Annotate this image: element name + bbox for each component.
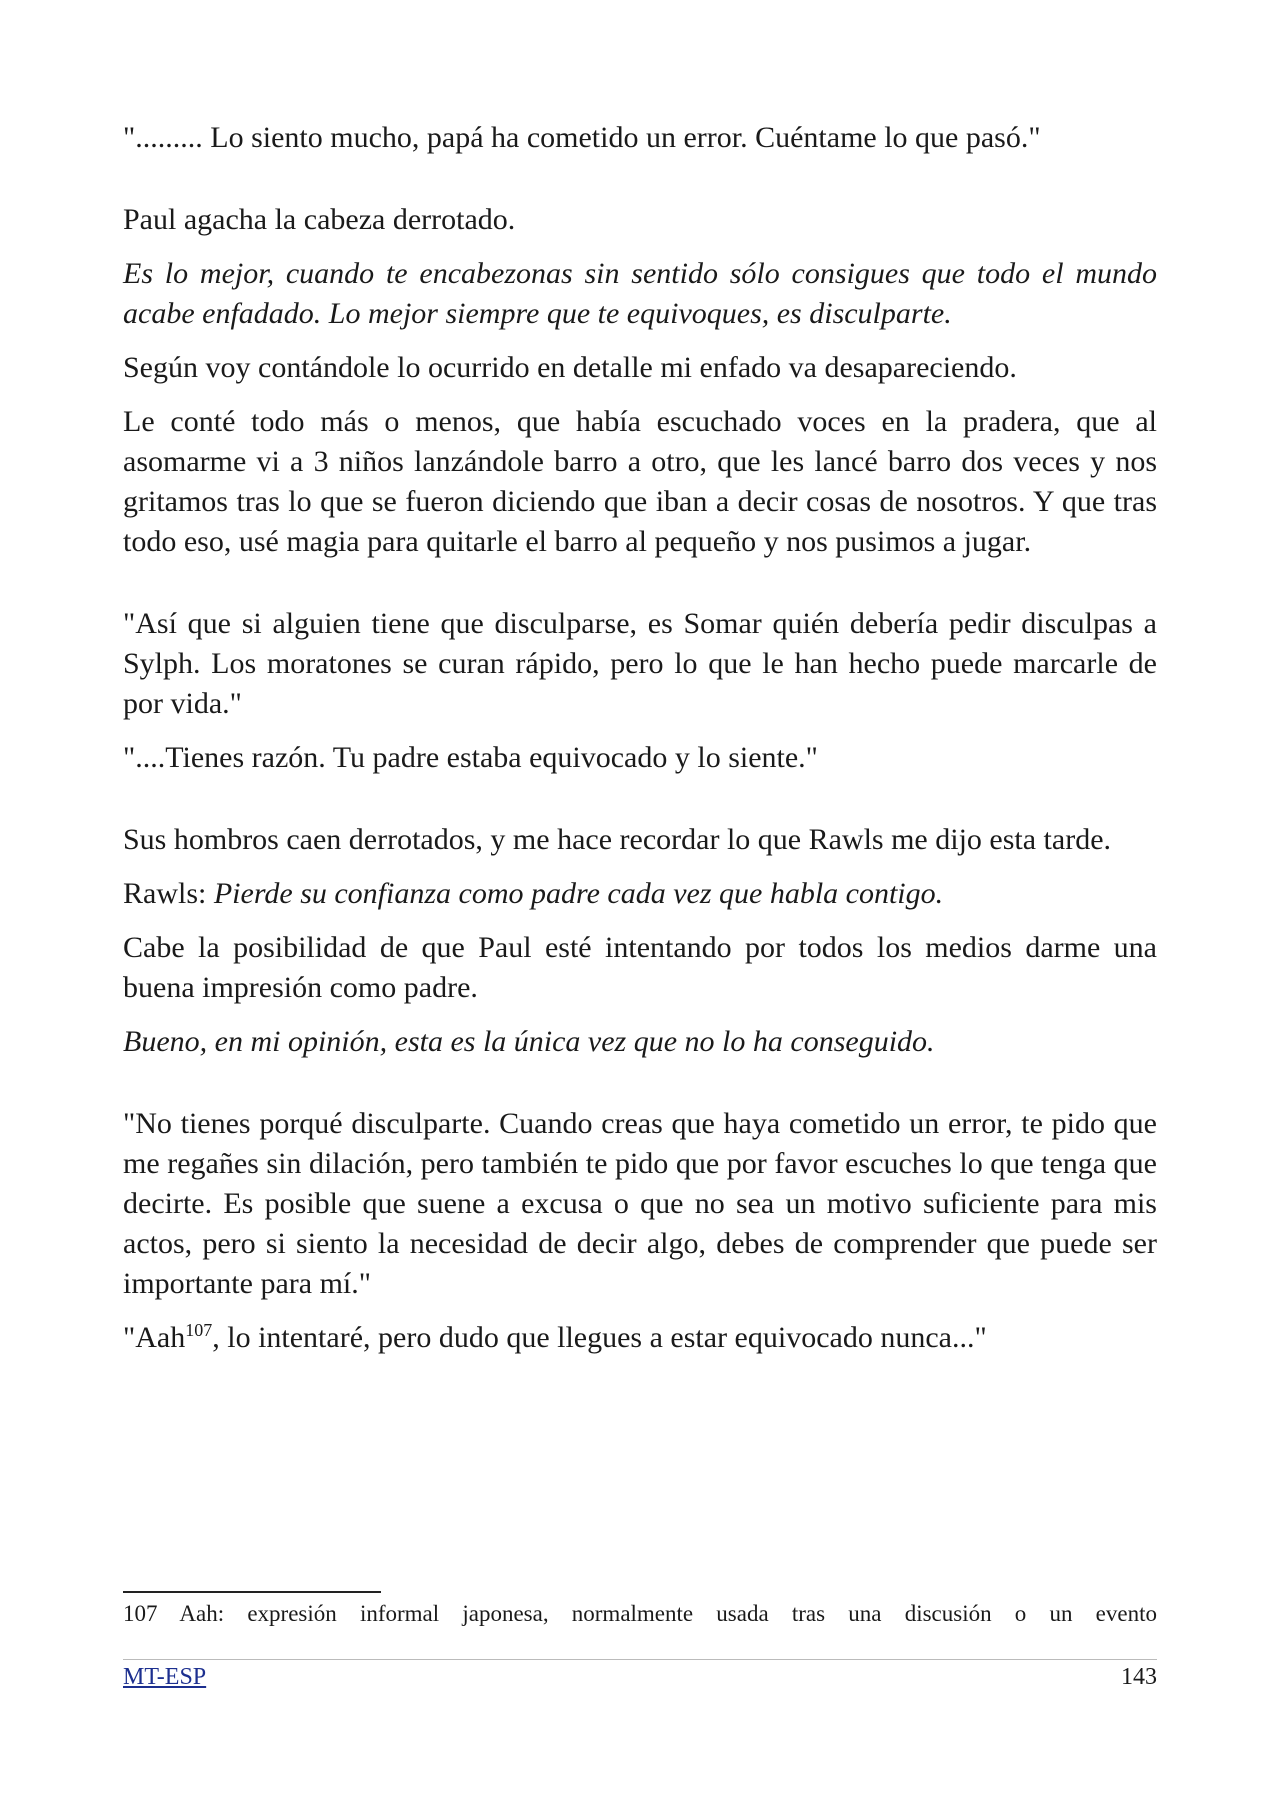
paragraph-10: Cabe la posibilidad de que Paul esté intentando por todos los medios darme una buena impresión como padre.: [123, 931, 1157, 1004]
paragraph-2: Paul agacha la cabeza derrotado.: [123, 203, 516, 236]
footnote-reference[interactable]: 107: [185, 1320, 213, 1340]
speaker-quote: Pierde su confianza como padre cada vez que habla contigo.: [213, 877, 944, 910]
page-number: 143: [1121, 1664, 1157, 1690]
footnote-separator: [123, 1591, 381, 1593]
paragraph-13: [123, 1318, 1157, 1358]
footer-link[interactable]: MT-ESP: [123, 1664, 207, 1690]
paragraph-1: "......... Lo siento mucho, papá ha cometido un error. Cuéntame lo que pasó.": [123, 121, 1041, 154]
page-footer: [123, 1662, 1157, 1692]
paragraph-6: "Así que si alguien tiene que disculparse, es Somar quién debería pedir disculpas a Sylph. Los moratones se curan rápido, pero lo que le han hecho puede marcarle de por vida.": [123, 607, 1157, 720]
paragraph-9: [123, 874, 1157, 914]
paragraph-8: Sus hombros caen derrotados, y me hace recordar lo que Rawls me dijo esta tarde.: [123, 823, 1112, 856]
speaker-label: Rawls:: [123, 877, 214, 910]
paragraph-4: Según voy contándole lo ocurrido en detalle mi enfado va desapareciendo.: [123, 351, 1017, 384]
paragraph-12: "No tienes porqué disculparte. Cuando creas que haya cometido un error, te pido que me regañes sin dilación, pero también te pido que por favor escuches lo que tenga que decirte. Es posible que suene a excusa o que no sea un motivo suficiente para mis actos, pero si siento la necesidad de decir algo, debes de comprender que puede ser importante para mí.": [123, 1107, 1157, 1300]
footnote: 107 Aah: expresión informal japonesa, normalmente usada tras una discusión o un evento: [123, 1601, 1157, 1626]
paragraph-11-italic: Bueno, en mi opinión, esta es la única vez que no lo ha conseguido.: [123, 1025, 935, 1058]
paragraph-13-start: "Aah: [123, 1321, 186, 1354]
footer-divider: [123, 1659, 1157, 1660]
page-body: [123, 118, 1157, 1358]
paragraph-7: "....Tienes razón. Tu padre estaba equivocado y lo siente.": [123, 741, 818, 774]
paragraph-5: Le conté todo más o menos, que había escuchado voces en la pradera, que al asomarme vi a 3 niños lanzándole barro a otro, que les lancé barro dos veces y nos gritamos tras lo que se fueron diciendo que iban a decir cosas de nosotros. Y que tras todo eso, usé magia para quitarle el barro al pequeño y nos pusimos a jugar.: [123, 405, 1157, 558]
paragraph-13-end: , lo intentaré, pero dudo que llegues a estar equivocado nunca...": [212, 1321, 987, 1354]
paragraph-3-italic: Es lo mejor, cuando te encabezonas sin sentido sólo consigues que todo el mundo acabe enfadado. Lo mejor siempre que te equivoques, es disculparte.: [123, 257, 1157, 330]
